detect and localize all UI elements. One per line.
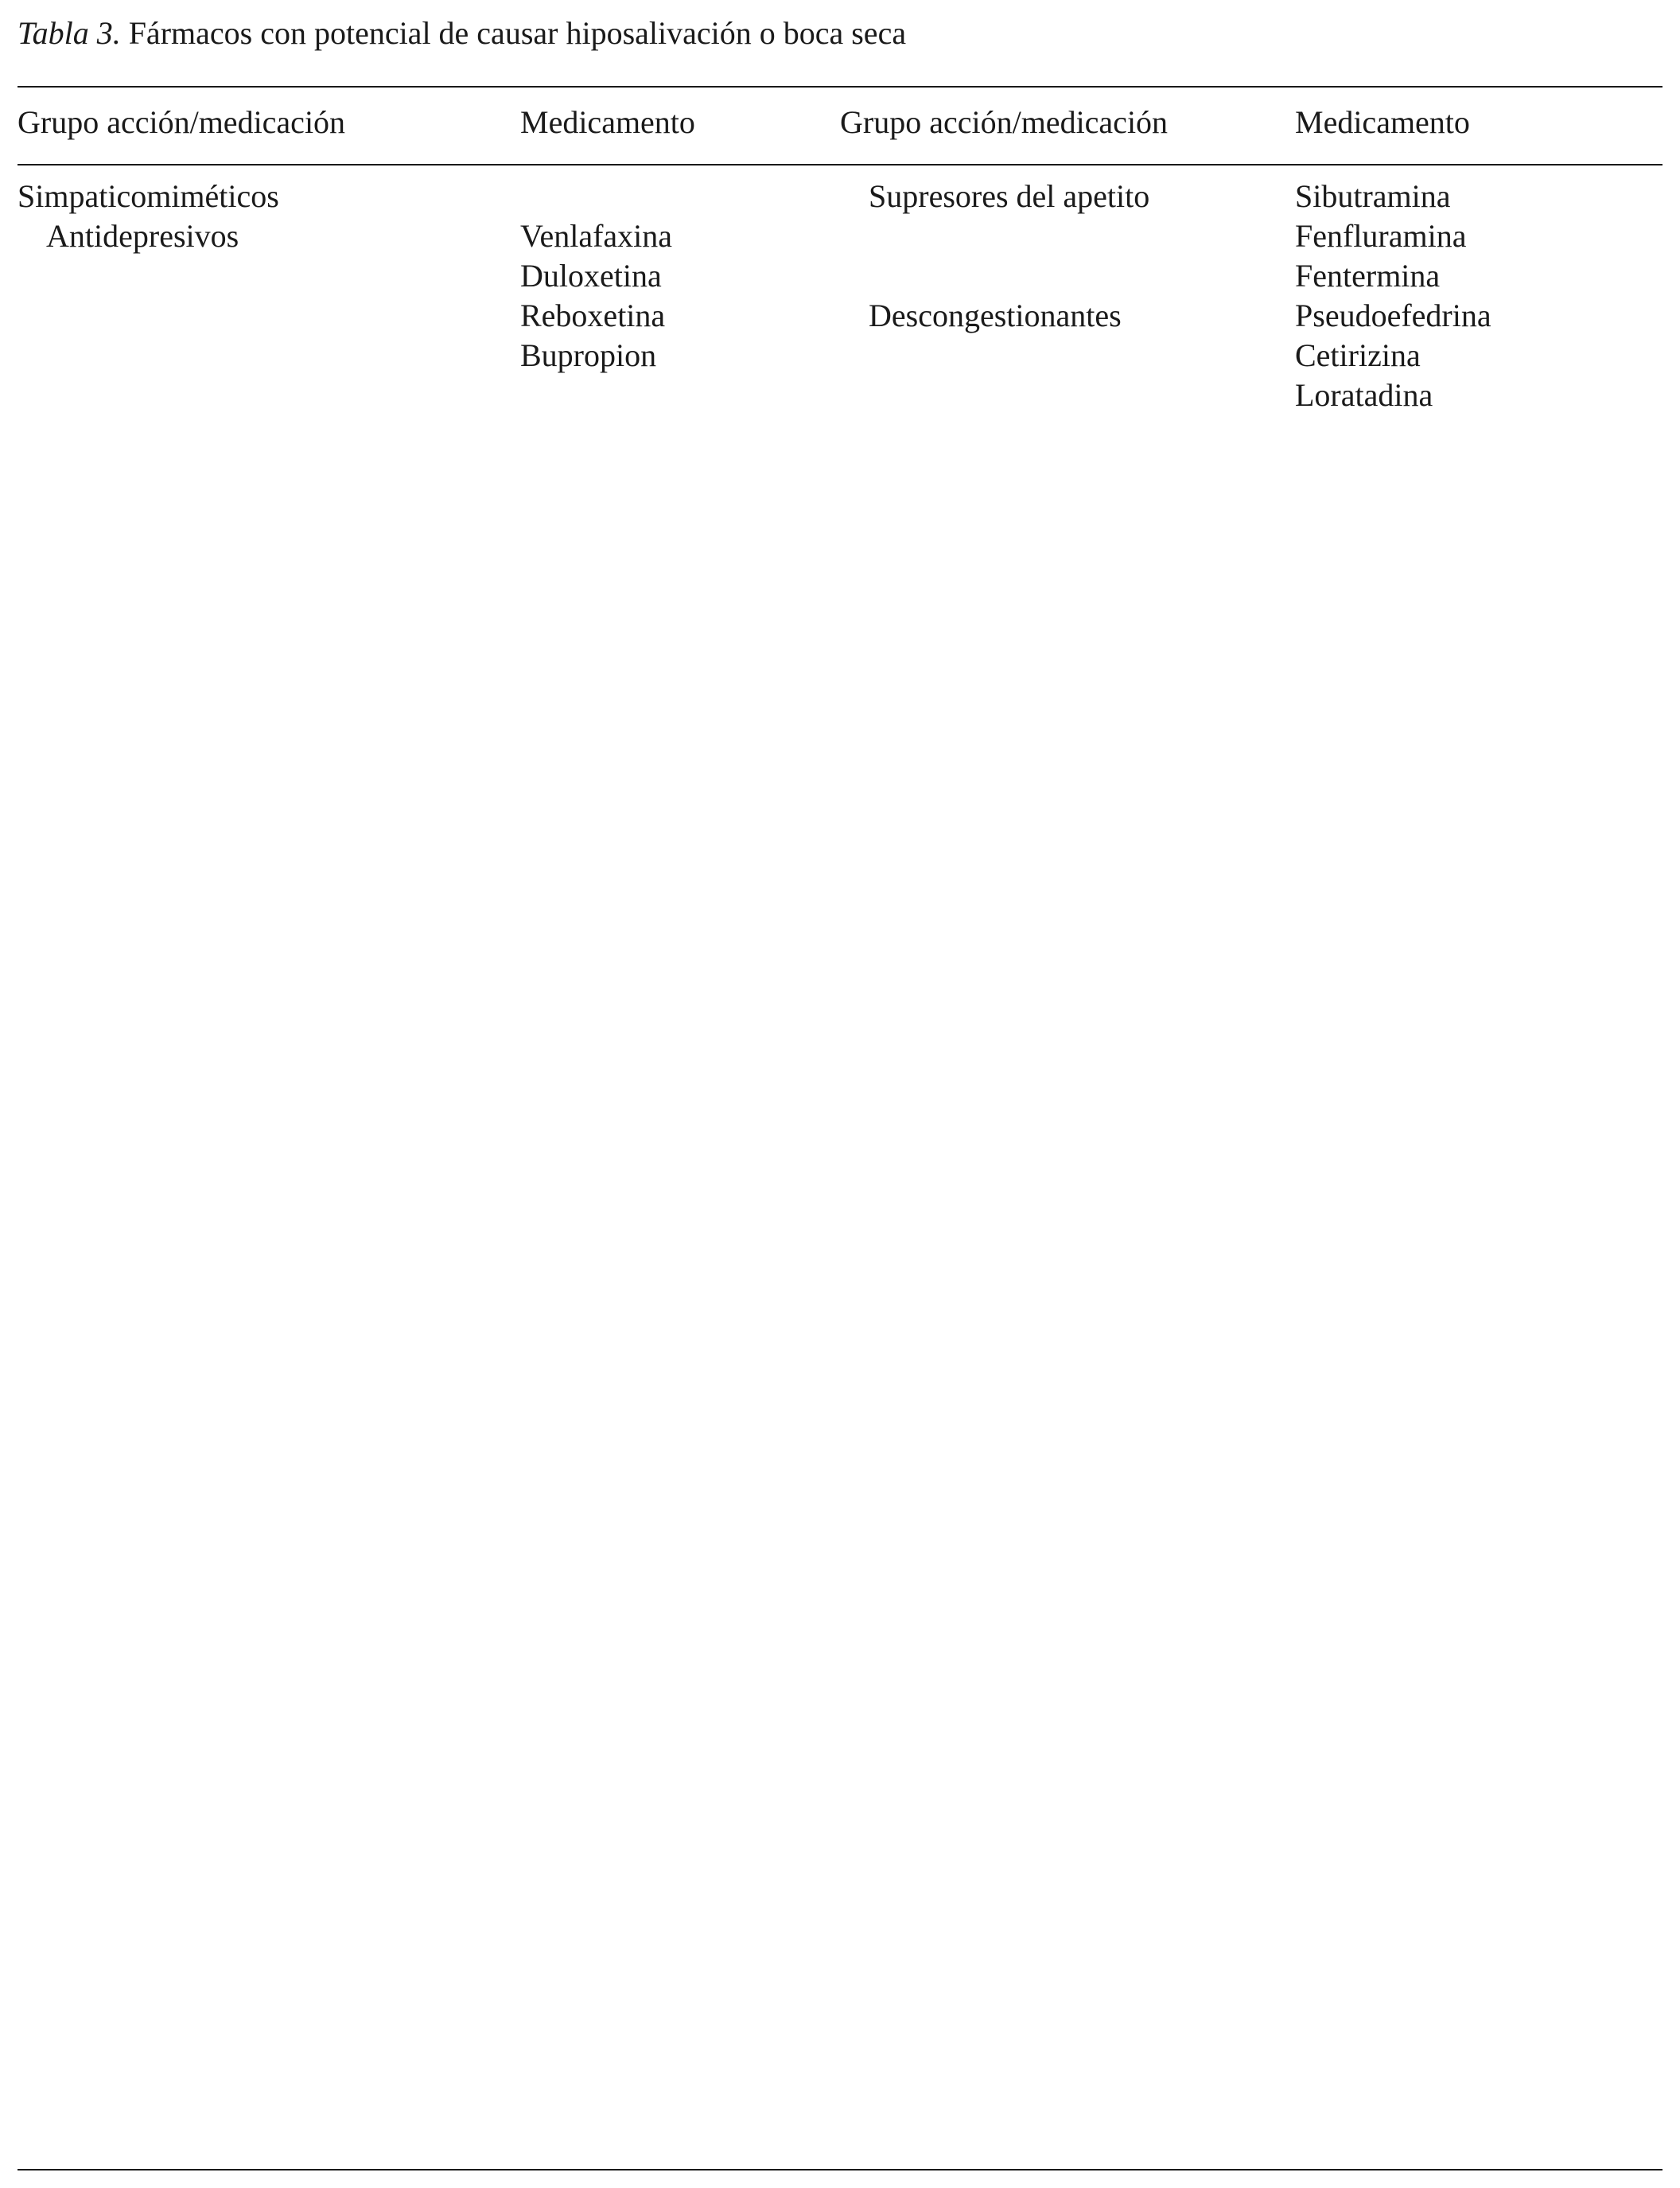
medication-item: Venlafaxina xyxy=(520,218,673,254)
medication-item: Bupropion xyxy=(520,337,657,373)
bottom-rule xyxy=(18,2169,1662,2170)
medication-item: Fenfluramina xyxy=(1295,218,1467,254)
medication-item: Duloxetina xyxy=(520,258,662,294)
top-rule xyxy=(18,86,1662,88)
header-group-1: Grupo acción/medicación xyxy=(18,104,346,140)
caption-label: Tabla 3. xyxy=(18,15,121,51)
medication-item: Pseudoefedrina xyxy=(1295,298,1491,333)
header-rule xyxy=(18,164,1662,165)
header-med-2: Medicamento xyxy=(1295,104,1470,140)
group-label: Simpaticomiméticos xyxy=(18,178,279,214)
subgroup-label: Descongestionantes xyxy=(869,298,1122,333)
table-caption xyxy=(18,14,906,52)
subgroup-label: Antidepresivos xyxy=(46,218,239,254)
medication-item: Cetirizina xyxy=(1295,337,1421,373)
medication-item: Fentermina xyxy=(1295,258,1441,294)
medication-item: Loratadina xyxy=(1295,377,1433,413)
header-group-2: Grupo acción/medicación xyxy=(840,104,1169,140)
medication-item: Reboxetina xyxy=(520,298,666,333)
medication-item: Sibutramina xyxy=(1295,178,1451,214)
subgroup-label: Supresores del apetito xyxy=(869,178,1150,214)
caption-text: Fármacos con potencial de causar hiposalivación o boca seca xyxy=(120,15,907,51)
header-med-1: Medicamento xyxy=(520,104,695,140)
